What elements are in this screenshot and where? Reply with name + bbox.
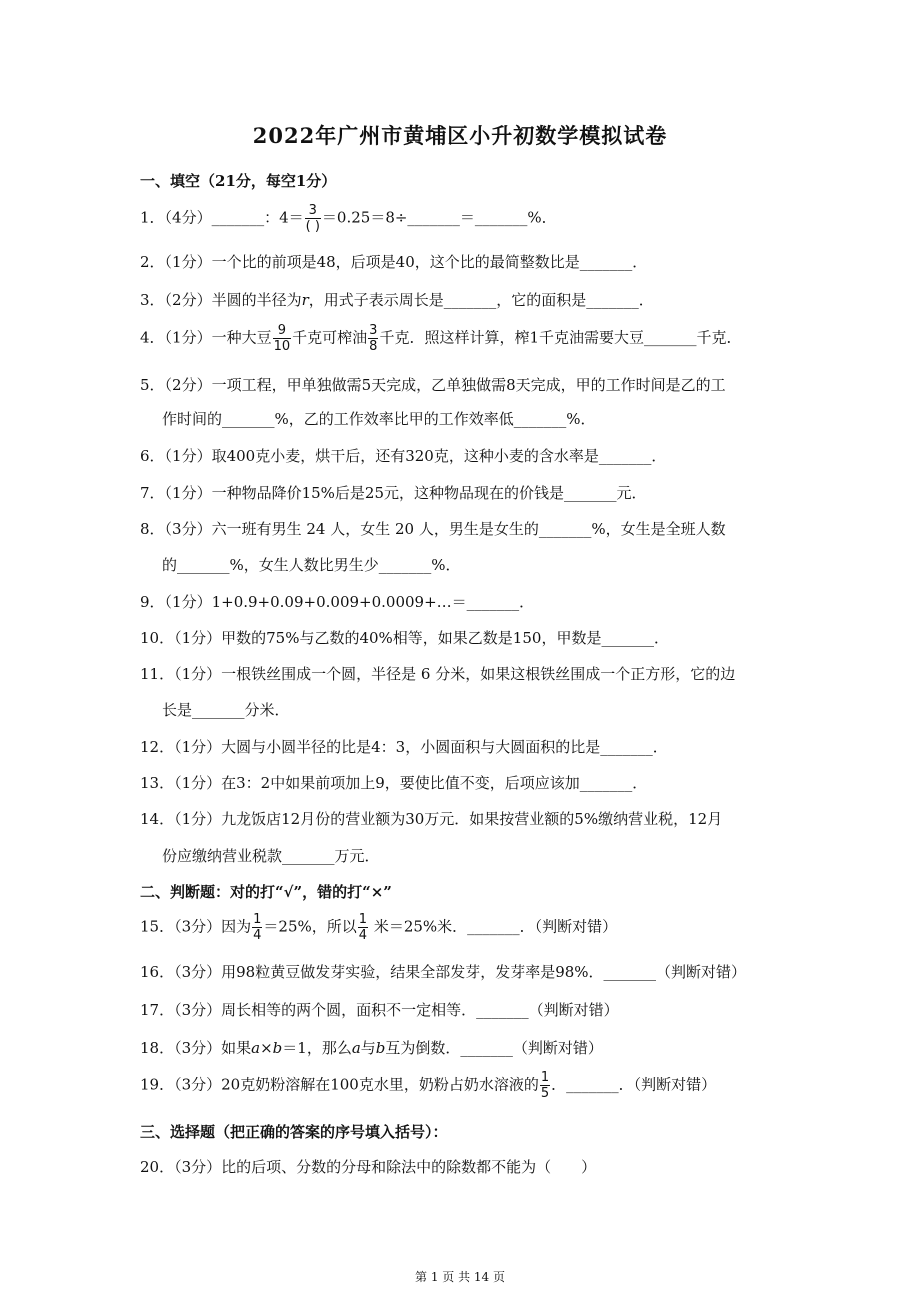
question-20: 20．（3分）比的后项、分数的分母和除法中的除数都不能为（ ）: [140, 1158, 597, 1176]
question-8-line-1: 8．（3分）六一班有男生 24 人，女生 20 人，男生是女生的_______%，女生是全班人数: [140, 520, 726, 538]
page-footer: 第 1 页 共 14 页: [415, 1270, 505, 1284]
page-title: 2022年广州市黄埔区小升初数学模拟试卷: [252, 123, 668, 148]
question-11-line-1: 11．（1分）一根铁丝围成一个圆，半径是 6 分米，如果这根铁丝围成一个正方形，它的边: [140, 665, 736, 683]
fraction: [273, 323, 292, 354]
fraction-denominator: 10: [273, 339, 291, 354]
fraction-denominator: 4: [253, 928, 262, 943]
fraction-numerator: 1: [253, 912, 262, 927]
question-15-suffix: 米＝25%米．_______．（判断对错）: [369, 917, 618, 936]
fraction-denominator: 8: [369, 339, 378, 354]
question-15-prefix: 15．（3分）因为: [140, 917, 252, 936]
section-heading-multiple-choice: 三、选择题（把正确的答案的序号填入括号）：: [140, 1123, 448, 1141]
variable-a: a: [251, 1039, 261, 1057]
fraction-numerator: 3: [369, 323, 378, 338]
question-2: 2．（1分）一个比的前项是48，后项是40，这个比的最简整数比是_______．: [140, 253, 648, 271]
question-18-e: 互为倒数．_______（判断对错）: [385, 1039, 603, 1057]
fraction-denominator: 5: [540, 1086, 550, 1101]
question-1-suffix: ＝0.25＝8÷_______＝_______%．: [321, 208, 557, 227]
question-8-line-2: 的_______%，女生人数比男生少_______%．: [162, 556, 461, 574]
fraction-numerator: 3: [305, 203, 321, 219]
fraction-denominator: ( ): [305, 219, 320, 234]
question-5-line-1: 5．（2分）一项工程，甲单独做需5天完成，乙单独做需8天完成，甲的工作时间是乙的工: [140, 376, 726, 394]
question-4-mid: 千克可榨油: [292, 328, 368, 347]
section-heading-true-false: 二、判断题：对的打“√”，错的打“×”: [140, 883, 392, 901]
question-3-b: ，用式子表示周长是_______，它的面积是_______．: [308, 291, 654, 309]
variable-r: r: [301, 291, 309, 309]
question-19-suffix: ．_______．（判断对错）: [551, 1075, 717, 1094]
fraction-denominator: 4: [358, 928, 368, 943]
section-heading-fill-in: 一、填空（21分，每空1分）: [140, 172, 337, 190]
fraction-numerator: 9: [273, 323, 292, 339]
question-6: 6．（1分）取400克小麦，烘干后，还有320克，这种小麦的含水率是_______．: [140, 447, 667, 465]
question-19-prefix: 19．（3分）20克奶粉溶解在100克水里，奶粉占奶水溶液的: [140, 1075, 539, 1094]
question-14-line-2: 份应缴纳营业税款_______万元．: [162, 847, 380, 865]
question-14-line-1: 14．（1分）九龙饭店12月份的营业额为30万元．如果按营业额的5%缴纳营业税，12月: [140, 810, 723, 828]
question-5-line-2: 作时间的_______%，乙的工作效率比甲的工作效率低_______%．: [162, 410, 596, 428]
question-18-d: 与: [360, 1039, 376, 1057]
fraction: [252, 912, 262, 943]
question-18: [140, 1037, 603, 1058]
fraction-numerator: 1: [358, 912, 368, 927]
question-13: 13．（1分）在3：2中如果前项加上9，要使比值不变，后项应该加_______．: [140, 774, 648, 792]
question-7: 7．（1分）一种物品降价15%后是25元，这种物品现在的价钱是_______元．: [140, 484, 647, 502]
question-18-a: 18．（3分）如果: [140, 1039, 252, 1057]
question-1: [140, 203, 557, 234]
question-15-mid: ＝25%，所以: [263, 917, 357, 936]
fraction-numerator: 1: [540, 1070, 550, 1085]
variable-b: b: [375, 1039, 386, 1057]
question-17: 17．（3分）周长相等的两个圆，面积不一定相等．_______（判断对错）: [140, 1001, 619, 1019]
variable-b: b: [272, 1039, 283, 1057]
question-4-suffix: 千克．照这样计算，榨1千克油需要大豆_______千克．: [379, 328, 742, 347]
question-18-b: ×: [260, 1039, 273, 1057]
fraction: [358, 912, 368, 943]
question-12: 12．（1分）大圆与小圆半径的比是4：3，小圆面积与大圆面积的比是_______．: [140, 738, 668, 756]
question-15: [140, 912, 617, 943]
question-9: 9．（1分）1+0.9+0.09+0.009+0.0009+…＝_______．: [140, 593, 535, 611]
question-1-prefix: 1．（4分）_______：4＝: [140, 208, 304, 227]
question-11-line-2: 长是_______分米．: [162, 701, 290, 719]
question-10: 10．（1分）甲数的75%与乙数的40%相等，如果乙数是150，甲数是_______．: [140, 629, 669, 647]
question-19: [140, 1070, 716, 1101]
variable-a: a: [351, 1039, 361, 1057]
fraction: [305, 203, 321, 234]
question-3-a: 3．（2分）半圆的半径为: [140, 291, 302, 309]
question-16: 16．（3分）用98粒黄豆做发芽实验，结果全部发芽，发芽率是98%．_______（判断对错）: [140, 963, 747, 981]
question-4-prefix: 4．（1分）一种大豆: [140, 328, 272, 347]
fraction: [540, 1070, 550, 1101]
question-3: [140, 289, 654, 310]
question-18-c: ＝1，那么: [282, 1039, 352, 1057]
question-4: [140, 323, 741, 354]
fraction: [368, 323, 378, 354]
